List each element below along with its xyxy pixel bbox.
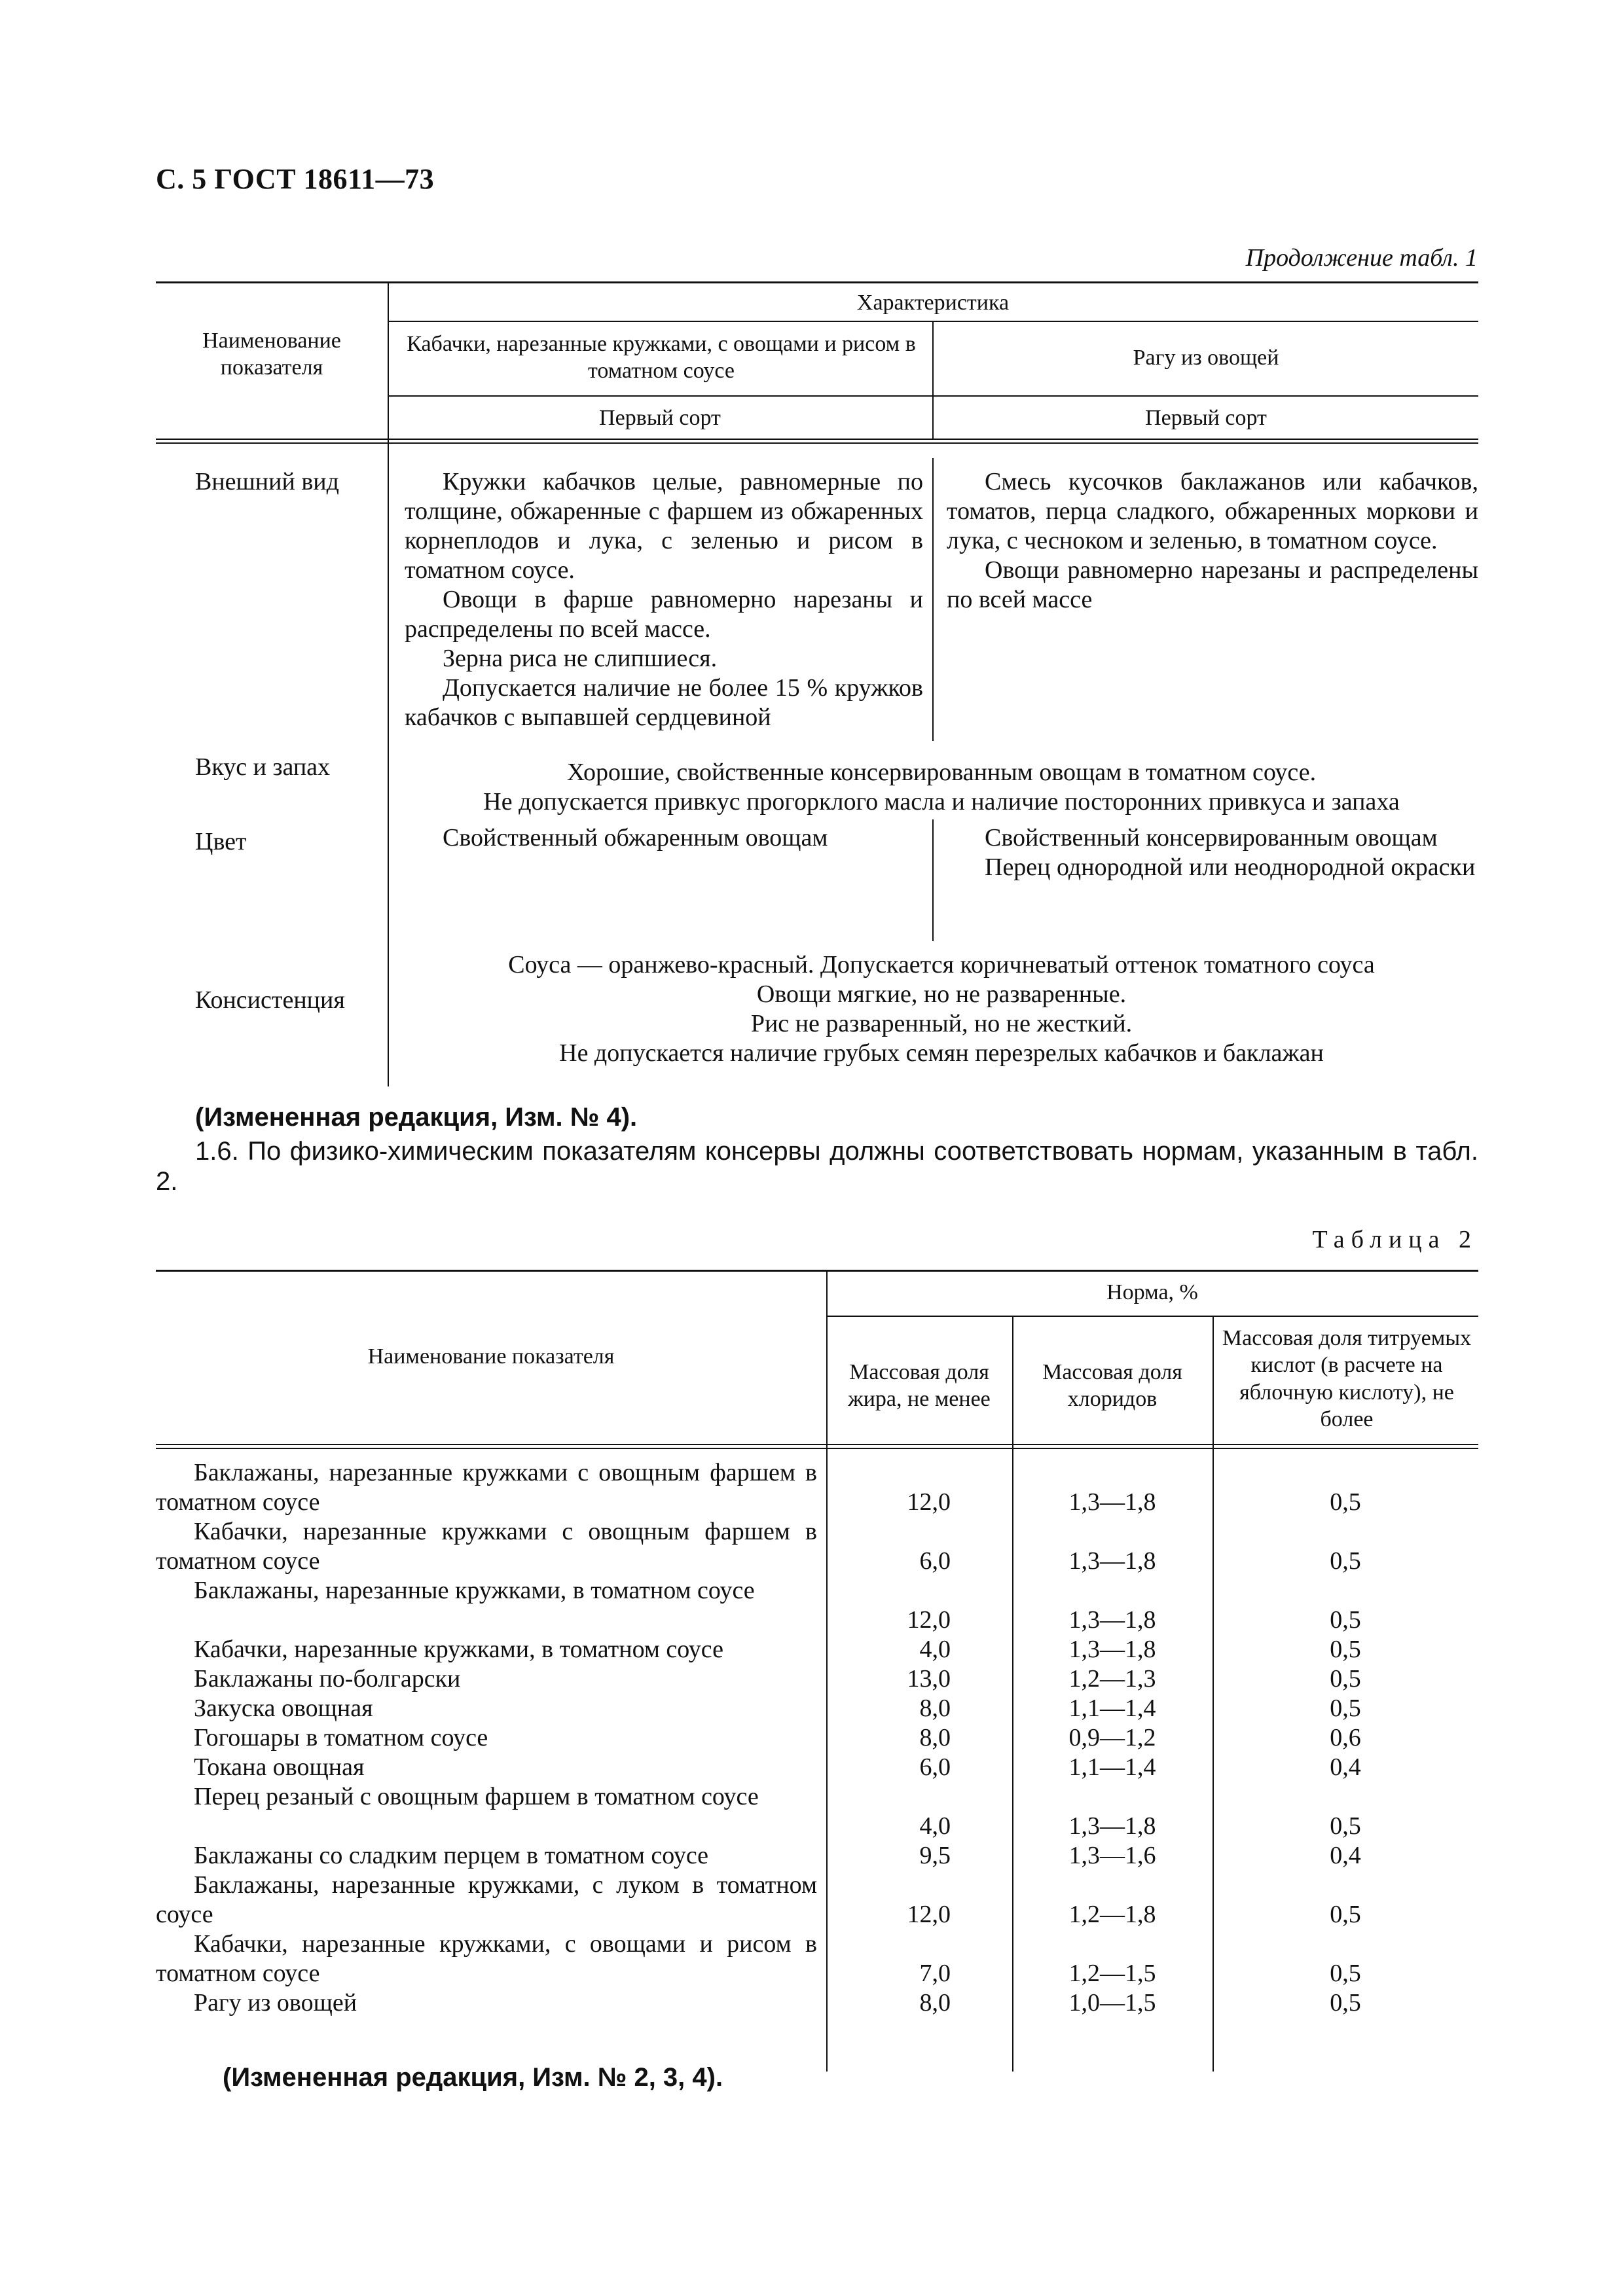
table-cell: 0,5	[1330, 1606, 1361, 1634]
table-cell: 1,3—1,6	[1068, 1842, 1156, 1869]
table-cell: 9,5	[919, 1842, 951, 1869]
table-row: Баклажаны, нарезанные кружками, в томатном соусе	[194, 1577, 755, 1604]
t2-col-norm-header: Норма, %	[1106, 1280, 1198, 1304]
table-cell: 8,0	[919, 1695, 951, 1722]
table-cell: 0,5	[1330, 1989, 1361, 2017]
page-header: С. 5 ГОСТ 18611—73	[156, 163, 435, 195]
row-label-taste: Вкус и запах	[195, 753, 331, 781]
consistency-shared-text: Овощи мягкие, но не разваренные. Рис не разваренный, но не жесткий. Не допускается наличие грубых семян перезрелых кабачков и баклажан	[559, 980, 1324, 1067]
table-cell: 0,5	[1330, 1901, 1361, 1928]
table-cell: 1,2—1,5	[1068, 1960, 1156, 1987]
table-cell: 13,0	[907, 1665, 951, 1693]
table-cell: 1,3—1,8	[1068, 1636, 1156, 1663]
table-cell: 1,0—1,5	[1068, 1989, 1156, 2017]
table-cell: 4,0	[919, 1812, 951, 1840]
table-cell: 7,0	[919, 1960, 951, 1987]
table-row: Баклажаны, нарезанные кружками с овощным фаршем в томатном соусе	[156, 1459, 817, 1516]
table-cell: 1,3—1,8	[1068, 1488, 1156, 1516]
t2-col-acids-header: Массовая доля титруемых кислот (в расчете на яблочную кислоту), не более	[1222, 1326, 1472, 1432]
grade-a-header: Первый сорт	[599, 406, 721, 430]
table-row: Баклажаны, нарезанные кружками, с луком в томатном соусе	[156, 1871, 817, 1928]
table-cell: 6,0	[919, 1753, 951, 1781]
table-cell: 1,2—1,3	[1068, 1665, 1156, 1693]
table-row: Кабачки, нарезанные кружками, с овощами и рисом в томатном соусе	[156, 1930, 817, 1987]
color-product-a: Свойственный обжаренным овощам	[443, 824, 828, 852]
row-label-consistency: Консистенция	[195, 986, 345, 1014]
table-cell: 8,0	[919, 1724, 951, 1751]
table-cell: 0,5	[1330, 1547, 1361, 1575]
table-row: Перец резаный с овощным фаршем в томатном соусе	[194, 1783, 759, 1810]
table-cell: 12,0	[907, 1901, 951, 1928]
table-cell: 0,5	[1330, 1488, 1361, 1516]
paragraph-1-6: 1.6. По физико-химическим показателям консервы должны соответствовать нормам, указанным в табл. 2.	[156, 1137, 1478, 1196]
row-label-color: Цвет	[195, 828, 247, 855]
table-row: Токана овощная	[194, 1753, 365, 1781]
table-cell: 1,3—1,8	[1068, 1606, 1156, 1634]
table-cell: 1,2—1,8	[1068, 1901, 1156, 1928]
table-cell: 0,5	[1330, 1695, 1361, 1722]
table-continuation-label: Продолжение табл. 1	[1245, 244, 1478, 272]
table-row: Кабачки, нарезанные кружками с овощным фаршем в томатном соусе	[156, 1518, 817, 1575]
col-characteristic-header: Характеристика	[856, 291, 1010, 315]
table-row: Гогошары в томатном соусе	[194, 1724, 488, 1751]
edited-note-1: (Измененная редакция, Изм. № 4).	[195, 1103, 638, 1132]
taste-shared-text: Хорошие, свойственные консервированным овощам в томатном соусе. Не допускается привкус прогорклого масла и наличие посторонних привкуса и запаха	[483, 759, 1400, 816]
table-row: Баклажаны со сладким перцем в томатном соусе	[194, 1842, 709, 1869]
table-row: Кабачки, нарезанные кружками, в томатном соусе	[194, 1636, 724, 1663]
grade-b-header: Первый сорт	[1145, 406, 1267, 430]
col-indicator-header: Наименование показателя	[202, 329, 341, 380]
table-cell: 4,0	[919, 1636, 951, 1663]
table-cell: 1,3—1,8	[1068, 1547, 1156, 1575]
t2-col-indicator-header: Наименование показателя	[367, 1344, 615, 1369]
table-cell: 0,5	[1330, 1812, 1361, 1840]
table-cell: 0,5	[1330, 1960, 1361, 1987]
table-cell: 6,0	[919, 1547, 951, 1575]
table-cell: 0,5	[1330, 1665, 1361, 1693]
table-cell: 0,5	[1330, 1636, 1361, 1663]
table-cell: 0,9—1,2	[1068, 1724, 1156, 1751]
row-label-appearance: Внешний вид	[195, 468, 339, 495]
edited-note-2: (Измененная редакция, Изм. № 2, 3, 4).	[223, 2063, 723, 2092]
table-cell: 1,1—1,4	[1068, 1753, 1156, 1781]
table-cell: 12,0	[907, 1488, 951, 1516]
table-cell: 12,0	[907, 1606, 951, 1634]
table-cell: 0,4	[1330, 1842, 1361, 1869]
color-sauce-shared: Соуса — оранжево-красный. Допускается коричневатый оттенок томатного соуса	[508, 951, 1375, 978]
table-row: Закуска овощная	[194, 1695, 373, 1722]
t2-col-chlorides-header: Массовая доля хлоридов	[1042, 1360, 1182, 1412]
table-cell: 0,4	[1330, 1753, 1361, 1781]
t2-col-fat-header: Массовая доля жира, не менее	[848, 1360, 991, 1412]
table-2-title: Таблица 2	[1312, 1226, 1478, 1253]
color-product-b: Свойственный консервированным овощам Перец однородной или неоднородной окраски	[985, 824, 1476, 881]
appearance-product-b: Смесь кусочков баклажанов или кабачков, томатов, перца сладкого, обжаренных моркови и лука, с чесноком и зеленью, в томатном соусе. Овощи равномерно нарезаны и распределены по всей массе	[947, 468, 1478, 613]
table-row: Баклажаны по-болгарски	[194, 1665, 461, 1693]
table-cell: 1,3—1,8	[1068, 1812, 1156, 1840]
table-cell: 8,0	[919, 1989, 951, 2017]
table-row: Рагу из овощей	[194, 1989, 357, 2017]
product-a-header: Кабачки, нарезанные кружками, с овощами и рисом в томатном соусе	[407, 332, 916, 384]
table-cell: 0,6	[1330, 1724, 1361, 1751]
product-b-header: Рагу из овощей	[1133, 346, 1279, 370]
table-cell: 1,1—1,4	[1068, 1695, 1156, 1722]
appearance-product-a: Кружки кабачков целые, равномерные по толщине, обжаренные с фаршем из обжаренных корнеплодов и лука, с зеленью и рисом в томатном соусе. Овощи в фарше равномерно нарезаны и распределены по всей массе. Зерна риса не слипшиеся. Допускается наличие не более 15 % кружков кабачков с выпавшей сердцевиной	[405, 468, 923, 731]
